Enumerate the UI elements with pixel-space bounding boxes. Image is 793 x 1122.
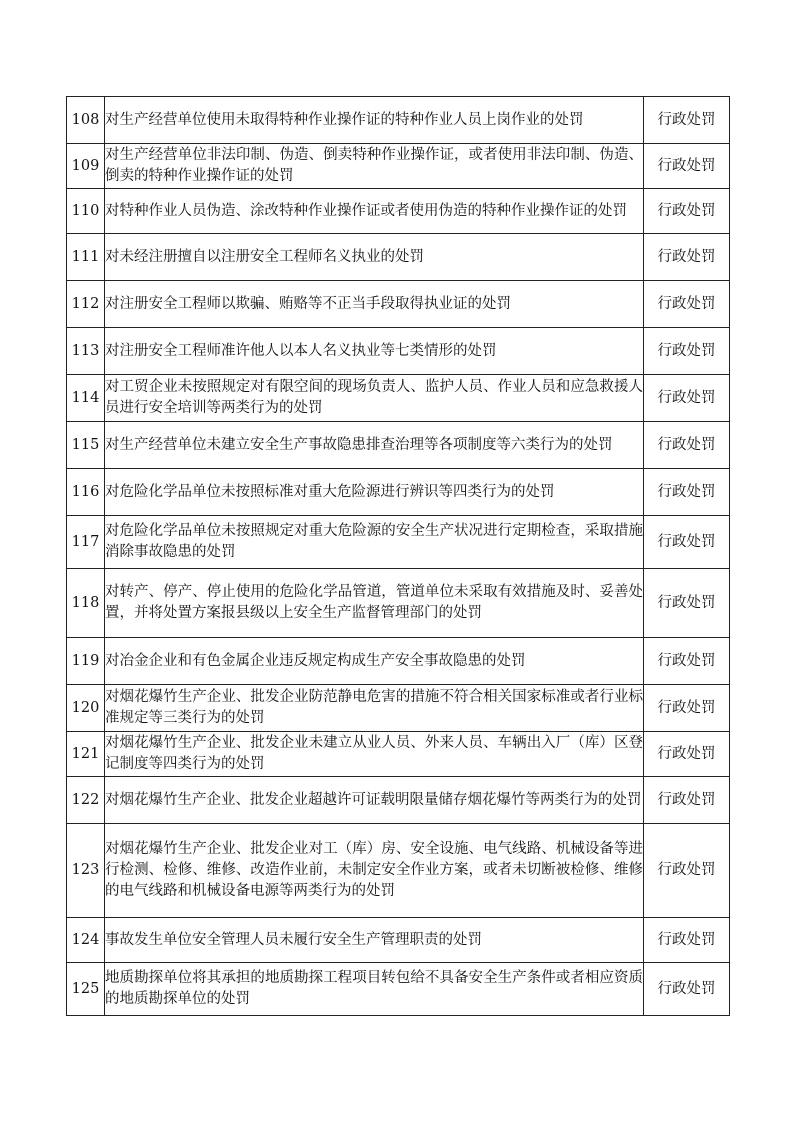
row-description: 对生产经营单位非法印制、伪造、倒卖特种作业操作证，或者使用非法印制、伪造、倒卖的特种作业操作证的处罚 (105, 144, 644, 189)
row-type: 行政处罚 (644, 469, 730, 516)
row-number: 116 (67, 469, 105, 516)
table-row (67, 189, 730, 234)
row-type: 行政处罚 (644, 422, 730, 469)
table-row (67, 963, 730, 1016)
row-number: 124 (67, 918, 105, 963)
penalty-table (66, 96, 730, 1016)
table-row (67, 516, 730, 569)
row-number: 121 (67, 732, 105, 777)
row-number: 114 (67, 375, 105, 422)
row-number: 113 (67, 328, 105, 375)
row-number: 125 (67, 963, 105, 1016)
table-row (67, 281, 730, 328)
row-type: 行政处罚 (644, 97, 730, 144)
row-type: 行政处罚 (644, 918, 730, 963)
row-description: 对生产经营单位未建立安全生产事故隐患排查治理等各项制度等六类行为的处罚 (105, 422, 644, 469)
row-description: 事故发生单位安全管理人员未履行安全生产管理职责的处罚 (105, 918, 644, 963)
row-type: 行政处罚 (644, 685, 730, 732)
table-row (67, 732, 730, 777)
row-description: 对未经注册擅自以注册安全工程师名义执业的处罚 (105, 234, 644, 281)
row-description: 对特种作业人员伪造、涂改特种作业操作证或者使用伪造的特种作业操作证的处罚 (105, 189, 644, 234)
table-row (67, 685, 730, 732)
row-number: 117 (67, 516, 105, 569)
row-number: 122 (67, 777, 105, 824)
row-type: 行政处罚 (644, 144, 730, 189)
row-number: 111 (67, 234, 105, 281)
row-description: 对烟花爆竹生产企业、批发企业超越许可证载明限量储存烟花爆竹等两类行为的处罚 (105, 777, 644, 824)
row-type: 行政处罚 (644, 234, 730, 281)
row-description: 对危险化学品单位未按照规定对重大危险源的安全生产状况进行定期检查，采取措施消除事故隐患的处罚 (105, 516, 644, 569)
row-description: 对烟花爆竹生产企业、批发企业未建立从业人员、外来人员、车辆出入厂（库）区登记制度等四类行为的处罚 (105, 732, 644, 777)
row-description: 对注册安全工程师准许他人以本人名义执业等七类情形的处罚 (105, 328, 644, 375)
row-description: 对烟花爆竹生产企业、批发企业防范静电危害的措施不符合相关国家标准或者行业标准规定等三类行为的处罚 (105, 685, 644, 732)
table-row (67, 375, 730, 422)
row-type: 行政处罚 (644, 328, 730, 375)
table-row (67, 97, 730, 144)
table-row (67, 328, 730, 375)
table-row (67, 144, 730, 189)
row-number: 118 (67, 569, 105, 638)
row-number: 110 (67, 189, 105, 234)
table-row (67, 777, 730, 824)
table-row (67, 638, 730, 685)
table-row (67, 569, 730, 638)
row-number: 108 (67, 97, 105, 144)
row-description: 对转产、停产、停止使用的危险化学品管道，管道单位未采取有效措施及时、妥善处置，并将处置方案报县级以上安全生产监督管理部门的处罚 (105, 569, 644, 638)
table-row (67, 422, 730, 469)
row-type: 行政处罚 (644, 732, 730, 777)
row-type: 行政处罚 (644, 638, 730, 685)
row-description: 对冶金企业和有色金属企业违反规定构成生产安全事故隐患的处罚 (105, 638, 644, 685)
row-number: 112 (67, 281, 105, 328)
row-type: 行政处罚 (644, 569, 730, 638)
row-type: 行政处罚 (644, 189, 730, 234)
row-type: 行政处罚 (644, 777, 730, 824)
row-description: 对生产经营单位使用未取得特种作业操作证的特种作业人员上岗作业的处罚 (105, 97, 644, 144)
table-row (67, 234, 730, 281)
row-number: 119 (67, 638, 105, 685)
row-description: 对工贸企业未按照规定对有限空间的现场负责人、监护人员、作业人员和应急救援人员进行安全培训等两类行为的处罚 (105, 375, 644, 422)
table-row (67, 824, 730, 918)
row-number: 120 (67, 685, 105, 732)
row-type: 行政处罚 (644, 375, 730, 422)
row-description: 对烟花爆竹生产企业、批发企业对工（库）房、安全设施、电气线路、机械设备等进行检测、检修、维修、改造作业前，未制定安全作业方案，或者未切断被检修、维修的电气线路和机械设备电源等两类行为的处罚 (105, 824, 644, 918)
row-description: 地质勘探单位将其承担的地质勘探工程项目转包给不具备安全生产条件或者相应资质的地质勘探单位的处罚 (105, 963, 644, 1016)
table-row (67, 469, 730, 516)
table-row (67, 918, 730, 963)
row-type: 行政处罚 (644, 824, 730, 918)
row-number: 115 (67, 422, 105, 469)
row-type: 行政处罚 (644, 516, 730, 569)
row-type: 行政处罚 (644, 963, 730, 1016)
row-description: 对危险化学品单位未按照标准对重大危险源进行辨识等四类行为的处罚 (105, 469, 644, 516)
row-description: 对注册安全工程师以欺骗、贿赂等不正当手段取得执业证的处罚 (105, 281, 644, 328)
row-type: 行政处罚 (644, 281, 730, 328)
row-number: 123 (67, 824, 105, 918)
row-number: 109 (67, 144, 105, 189)
